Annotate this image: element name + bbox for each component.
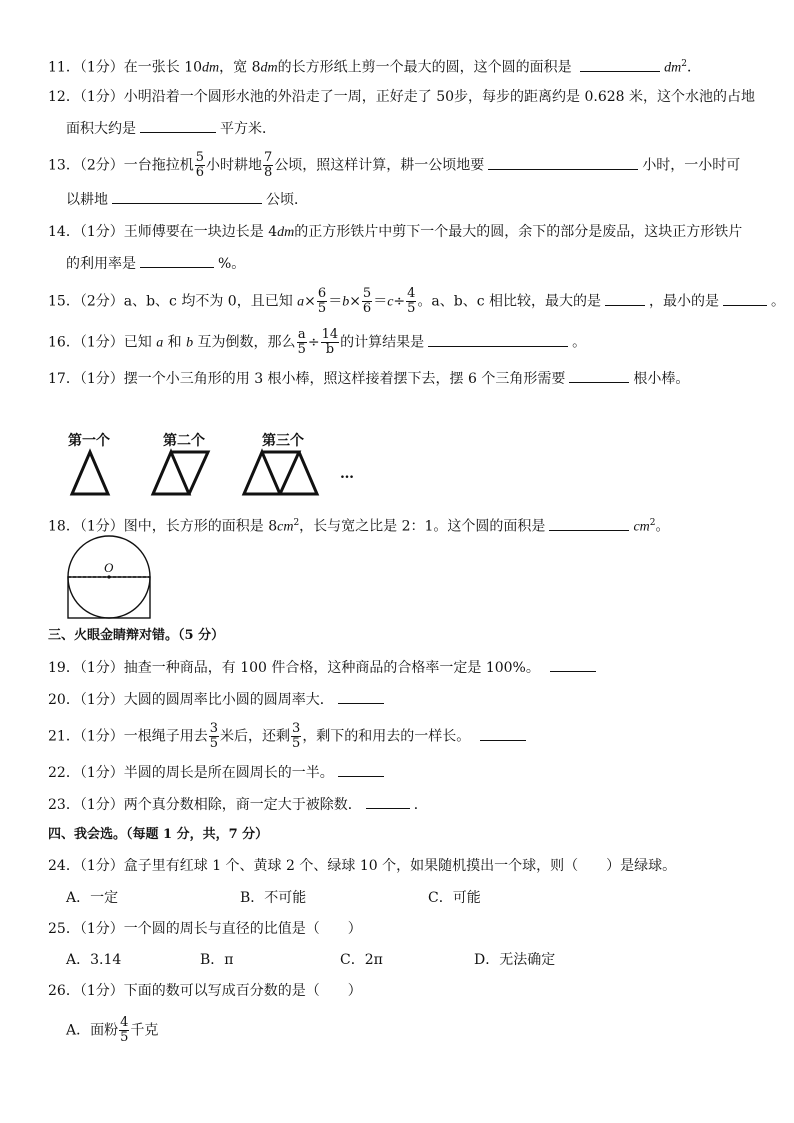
question-25: 25．（1分）一个圆的周长与直径的比值是（ ） bbox=[48, 921, 362, 937]
question-16: 16．（1分）已知 a 和 b 互为倒数，那么 $\frac{a}{5}$ ÷ $\frac{14}{b}$ 的计算结果是 。 bbox=[48, 327, 587, 357]
answer-blank[interactable] bbox=[723, 291, 767, 306]
answer-blank[interactable] bbox=[569, 368, 629, 383]
triangle-3b bbox=[262, 452, 299, 494]
answer-blank[interactable] bbox=[112, 189, 262, 204]
fraction: $\frac{7}{8}$ bbox=[264, 150, 273, 180]
fraction: $\frac{5}{6}$ bbox=[362, 286, 372, 316]
question-23: 23．（1分）两个真分数相除，商一定大于被除数． ． bbox=[48, 794, 428, 815]
answer-blank[interactable] bbox=[366, 794, 410, 809]
option-25-c[interactable]: C．2π bbox=[340, 952, 383, 968]
answer-blank[interactable] bbox=[488, 155, 638, 170]
fraction: $\frac{4}{5}$ bbox=[407, 286, 416, 316]
answer-blank[interactable] bbox=[338, 689, 384, 704]
option-24-a[interactable]: A．一定 bbox=[66, 890, 119, 906]
question-17: 17．（1分）摆一个小三角形的用 3 根小棒，照这样接着摆下去，摆 6 个三角形需要 根小棒。 bbox=[48, 368, 689, 389]
answer-blank[interactable] bbox=[480, 726, 526, 741]
question-20: 20．（1分）大圆的圆周率比小圆的圆周率大． bbox=[48, 689, 388, 710]
triangle-1 bbox=[72, 452, 108, 494]
rectangle bbox=[68, 577, 150, 618]
triangle-3c bbox=[280, 452, 317, 494]
fraction: $\frac{6}{5}$ bbox=[317, 286, 327, 316]
option-24-b[interactable]: B．不可能 bbox=[240, 890, 307, 906]
answer-blank[interactable] bbox=[580, 57, 660, 72]
answer-blank[interactable] bbox=[605, 291, 645, 306]
question-21: 21．（1分）一根绳子用去 $\frac{3}{5}$ 米后，还剩 $\frac{3}{5}$ ，剩下的和用去的一样长。 bbox=[48, 722, 530, 751]
answer-blank[interactable] bbox=[140, 253, 214, 268]
answer-blank[interactable] bbox=[550, 657, 596, 672]
triangle-2b bbox=[171, 452, 208, 494]
question-26: 26．（1分）下面的数可以写成百分数的是（ ） bbox=[48, 983, 362, 999]
fraction: $\frac{3}{5}$ bbox=[209, 721, 219, 751]
triangle-3a bbox=[244, 452, 280, 494]
section-3-title: 三、火眼金睛辩对错。（5 分） bbox=[48, 628, 225, 643]
option-25-d[interactable]: D．无法确定 bbox=[474, 952, 556, 968]
answer-blank[interactable] bbox=[140, 118, 216, 133]
option-25-b[interactable]: B．π bbox=[200, 952, 234, 968]
triangle-2a bbox=[153, 452, 189, 494]
question-11: 11．（1分）在一张长 10dm，宽 8dm的长方形纸上剪一个最大的圆，这个圆的面积是 $dm^2$． bbox=[48, 54, 701, 79]
answer-blank[interactable] bbox=[549, 516, 629, 531]
figure-label-1: 第一个 bbox=[68, 433, 110, 449]
question-12-cont: 面积大约是 平方米． bbox=[66, 118, 276, 139]
fraction: $\frac{14}{b}$ bbox=[321, 327, 339, 357]
fraction: $\frac{a}{5}$ bbox=[297, 327, 306, 357]
option-26-a[interactable]: A．面粉 $\frac{4}{5}$ 千克 bbox=[66, 1015, 159, 1045]
question-18: 18．（1分）图中，长方形的面积是 $8cm^2$，长与宽之比是 2：1。这个圆的面积是 $cm^2$。 bbox=[48, 513, 670, 538]
question-24: 24．（1分）盒子里有红球 1 个、黄球 2 个、绿球 10 个，如果随机摸出一个球，则（ ）是绿球。 bbox=[48, 858, 677, 874]
ellipsis: … bbox=[340, 466, 354, 482]
fraction: $\frac{3}{5}$ bbox=[292, 721, 301, 751]
fraction: $\frac{5}{6}$ bbox=[195, 150, 205, 180]
option-25-a[interactable]: A．3.14 bbox=[66, 952, 122, 968]
question-15: 15．（2分）a、b、c 均不为 0，且已知 a× $\frac{6}{5}$ ＝b× $\frac{5}{6}$ ＝c÷ $\frac{4}{5}$ 。a、b、c 相比较，最大的是 ，最小的是 。 bbox=[48, 286, 786, 316]
circle-rectangle-figure bbox=[60, 535, 160, 621]
answer-blank[interactable] bbox=[428, 332, 568, 347]
answer-blank[interactable] bbox=[338, 762, 384, 777]
fraction: $\frac{4}{5}$ bbox=[120, 1015, 129, 1045]
question-19: 19．（1分）抽查一种商品，有 100 件合格，这种商品的合格率一定是 100%。 bbox=[48, 657, 600, 678]
figure-label-3: 第三个 bbox=[262, 433, 304, 449]
section-4-title: 四、我会选。（每题 1 分，共，7 分） bbox=[48, 827, 269, 842]
question-14-cont: 的利用率是 %。 bbox=[66, 253, 245, 274]
question-12: 12．（1分）小明沿着一个圆形水池的外沿走了一周，正好走了 50步，每步的距离约是 0.628 米，这个水池的占地 bbox=[48, 89, 755, 105]
question-22: 22．（1分）半圆的周长是所在圆周长的一半。 bbox=[48, 762, 388, 783]
question-13-cont: 以耕地 公顷． bbox=[66, 189, 308, 210]
triangle-sequence-figure bbox=[0, 440, 380, 510]
option-24-c[interactable]: C．可能 bbox=[428, 890, 481, 906]
center-label: O bbox=[104, 560, 114, 575]
figure-label-2: 第二个 bbox=[163, 433, 205, 449]
question-14: 14．（1分）王师傅要在一块边长是 4dm的正方形铁片中剪下一个最大的圆，余下的部分是废品，这块正方形铁片 bbox=[48, 224, 743, 240]
question-13: 13．（2分）一台拖拉机 $\frac{5}{6}$ 小时耕地 $\frac{7}{8}$ 公顷，照这样计算，耕一公顷地要 小时，一小时可 bbox=[48, 150, 741, 180]
